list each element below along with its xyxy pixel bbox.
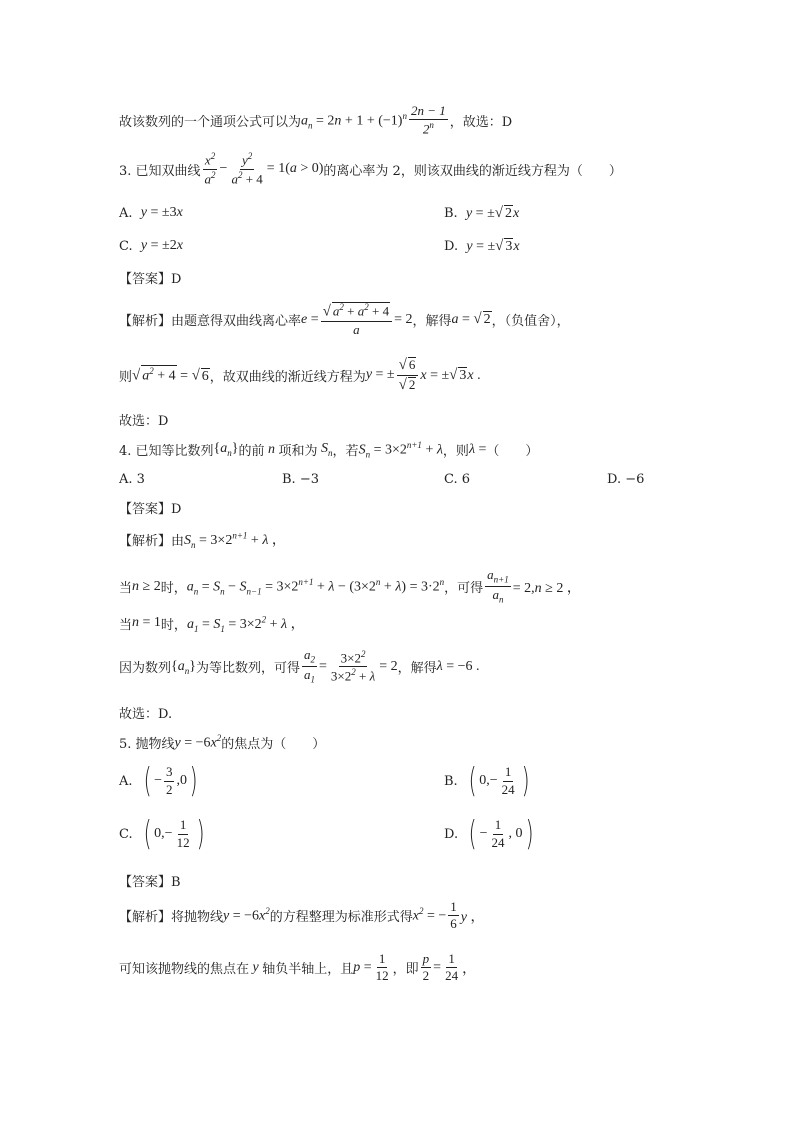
- q3-analysis-1: 【解析】 由题意得双曲线离心率 e = $\frac{√ a^2 + a^2 + 4}{a}$ = 2 ，解得 a = √ 2 ，（负值舍），: [119, 302, 570, 337]
- q3-option-c[interactable]: C. y = ±2x: [119, 238, 183, 254]
- q5-stem: 5. 抛物线 $y = -6x^2$ 的焦点为（ ）: [119, 733, 326, 752]
- q4-analysis-1: 【解析】 由 $S_n = 3\times 2^{n+1} + \lambda$ ，: [119, 530, 286, 550]
- q3-option-d[interactable]: D. y = ±√ 3x: [444, 238, 520, 254]
- q5-option-d[interactable]: D. ( − $\frac{1}{24}$ , 0 ): [444, 814, 534, 854]
- q5-analysis-2: 可知该抛物线的焦点在 y 轴负半轴上，且 p = $\frac{1}{12}$ ，即 $\frac{p}{2}$ = $\frac{1}{24}$ ，: [119, 951, 477, 984]
- q5-option-b[interactable]: B. ( 0,− $\frac{1}{24}$ ): [444, 761, 530, 801]
- q5-option-c[interactable]: C. ( 0,− $\frac{1}{12}$ ): [119, 814, 205, 854]
- q2-conclusion-line: 故该数列的一个通项公式可以为 $a_n = 2n + 1 + (-1)^n$ $\frac{2n - 1}{2^n}$ ，故选：D: [119, 103, 513, 137]
- q4-option-a[interactable]: A. 3: [119, 472, 145, 487]
- q3-stem: 3. 已知双曲线 $\frac{x^2}{a^2}$ − $\frac{y^2}{a^2 + 4}$ = 1(a > 0) 的离心率为 2，则该双曲线的渐近线方程为（ ）: [119, 151, 622, 186]
- q3-analysis-2: 则 √ $a^2 + 4$ = √ 6 ，故双曲线的渐近线方程为 y = ± $\frac{√ 6}{√ 2}$ x = ±√ 3x .: [119, 357, 481, 393]
- q4-answer: 【答案】D: [119, 502, 182, 517]
- q5-analysis-1: 【解析】 将抛物线 $y = -6x^2$ 的方程整理为标准形式得 $x^2$ = − $\frac{1}{6}$ y ，: [119, 899, 485, 932]
- q3-option-a[interactable]: A. y = ±3x: [119, 205, 183, 221]
- q4-stem: 4. 已知等比数列 $\{a_n\}$ 的前 n 项和为 $S_n$ ，若 $S_n = 3\times 2^{n+1} + \lambda$ ，则 λ = （ ）: [119, 440, 539, 460]
- q4-option-d[interactable]: D. −6: [607, 472, 645, 487]
- q5-option-a[interactable]: A. ( − $\frac{3}{2}$ ,0 ): [119, 761, 198, 801]
- q4-option-c[interactable]: C. 6: [444, 472, 471, 487]
- q4-conclusion: 故选：D.: [119, 707, 173, 722]
- q4-analysis-4: 因为数列 $\{a_n\}$ 为等比数列，可得 $\frac{a_2}{a_1}$ = $\frac{3\times 2^2}{3\times 2^2 + \lambda}$ = 2 ，解得 λ = −6 .: [119, 647, 480, 686]
- q4-option-b[interactable]: B. −3: [282, 472, 319, 487]
- q3-conclusion: 故选：D: [119, 414, 169, 429]
- q3-answer: 【答案】D: [119, 272, 182, 287]
- q4-analysis-2: 当 n ≥ 2 时， $a_n = S_n - S_{n-1} = 3\times 2^{n+1} + \lambda - (3\times 2^n + \lambda) = 3\cdot 2^n$ ，可得 $\frac{a_{n+1}}{a_n}$ = 2,n ≥ 2 ，: [119, 567, 581, 606]
- q4-analysis-3: 当 n = 1 时， $a_1 = S_1 = 3\times 2^2 + \lambda$ ，: [119, 614, 305, 634]
- q5-answer: 【答案】B: [119, 875, 181, 890]
- q3-option-b[interactable]: B. y = ±√ 2x: [444, 205, 520, 221]
- fraction: $\frac{2n - 1}{2^n}$: [410, 103, 446, 137]
